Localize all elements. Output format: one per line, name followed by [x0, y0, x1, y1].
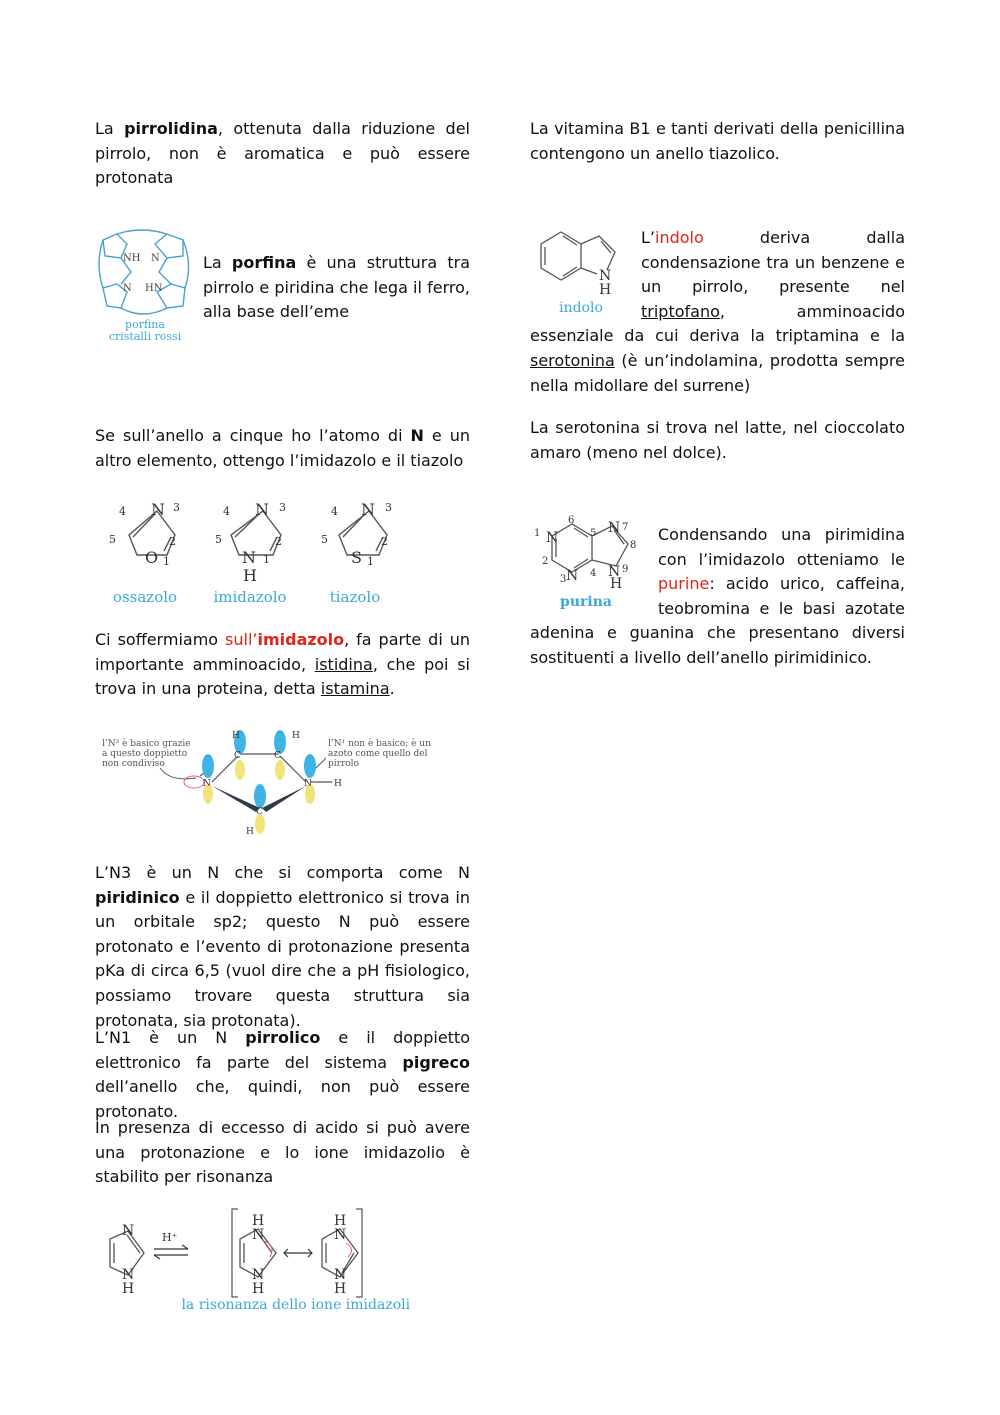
- svg-text:N: N: [123, 283, 132, 294]
- paragraph-vitamina-b1: La vitamina B1 e tanti derivati della penicillina contengono un anello tiazolico.: [530, 119, 905, 163]
- resonance-figure: [100, 1205, 410, 1320]
- svg-text:H: H: [246, 827, 254, 837]
- svg-text:2: 2: [169, 535, 176, 548]
- svg-text:H: H: [232, 731, 240, 741]
- svg-text:H: H: [334, 1213, 347, 1229]
- indolo-float-spacer: [530, 226, 641, 324]
- svg-text:1: 1: [534, 528, 541, 539]
- svg-text:N: N: [599, 268, 612, 284]
- svg-text:3: 3: [560, 574, 567, 585]
- svg-text:H: H: [292, 731, 300, 741]
- svg-text:pirrolo: pirrolo: [328, 759, 359, 769]
- paragraph-porfina: La porfina è una struttura tra pirrolo e piridina che lega il ferro, alla base dell’eme: [203, 253, 470, 322]
- svg-text:N: N: [242, 548, 256, 567]
- paragraph-n3: L’N3 è un N che si comporta come N piridinico e il doppietto elettronico si trova in un orbitale sp2; questo N può essere protonato e l’evento di protonazione presenta pKa di circa 6,5 (vuol dire che a pH fisiologico, possiamo trovare questa struttura sia protonata, sia protonata).: [95, 863, 470, 1030]
- resonance-caption: la risonanza dello ione imidazolio: [181, 1297, 410, 1313]
- svg-text:4: 4: [331, 505, 338, 518]
- imidazole-orbitals: [100, 722, 440, 842]
- svg-text:l’N³ è basico grazie: l’N³ è basico grazie: [102, 739, 191, 749]
- porfina-structure: [95, 228, 195, 348]
- paragraph-serotonina: La serotonina si trova nel latte, nel cioccolato amaro (meno nel dolce).: [530, 418, 905, 462]
- svg-text:azoto come quello del: azoto come quello del: [328, 749, 428, 759]
- svg-text:a questo doppietto: a questo doppietto: [102, 749, 188, 759]
- svg-text:H: H: [599, 282, 612, 298]
- svg-text:3: 3: [385, 501, 392, 514]
- purina-caption: purina: [560, 594, 612, 610]
- svg-text:N: N: [334, 1227, 347, 1243]
- porfina-caption: porfina: [125, 318, 165, 331]
- svg-text:5: 5: [590, 528, 597, 539]
- svg-text:5: 5: [109, 533, 116, 546]
- porfina-figure: [95, 228, 195, 348]
- svg-text:4: 4: [119, 505, 126, 518]
- svg-text:H⁺: H⁺: [162, 1231, 178, 1244]
- svg-text:NH: NH: [123, 253, 141, 264]
- svg-text:N: N: [252, 1227, 265, 1243]
- svg-text:N: N: [151, 253, 160, 264]
- svg-text:5: 5: [321, 533, 328, 546]
- svg-text:N: N: [608, 520, 621, 536]
- svg-text:N: N: [122, 1267, 135, 1283]
- tiazolo-caption: tiazolo: [329, 588, 381, 606]
- svg-text:S: S: [351, 548, 362, 567]
- svg-text:5: 5: [215, 533, 222, 546]
- svg-text:N: N: [252, 1267, 265, 1283]
- svg-text:H: H: [334, 1281, 347, 1297]
- svg-text:4: 4: [590, 568, 597, 579]
- svg-text:N: N: [304, 779, 312, 789]
- svg-text:N: N: [203, 779, 211, 789]
- paragraph-indolo: L’indolo deriva dalla condensazione tra un benzene e un pirrolo, presente nel triptofano, amminoacido essenziale da cui deriva la triptamina e la serotonina (è un’indolamina, prodotta sempre nella midollare del surrene): [530, 228, 905, 395]
- svg-text:C: C: [274, 751, 281, 761]
- svg-text:N: N: [122, 1223, 135, 1239]
- svg-text:H: H: [334, 779, 342, 789]
- svg-text:N: N: [361, 500, 375, 519]
- svg-text:N: N: [334, 1267, 347, 1283]
- paragraph-purine: Condensando una pirimidina con l’imidazolo otteniamo le purine: acido urico, caffeina, teobromina e le basi azotate adenina e guanina che presentano diversi sostituenti a livello dell’anello pirimidinico.: [530, 525, 905, 667]
- svg-text:N: N: [608, 564, 621, 580]
- paragraph-imidazolo: Ci soffermiamo sull’imidazolo, fa parte di un importante amminoacido, istidina, che poi si trova in una proteina, detta istamina.: [95, 630, 471, 699]
- paragraph-n1: L’N1 è un N pirrolico e il doppietto elettronico fa parte del sistema pigreco dell’anello che, quindi, non può essere protonato.: [95, 1028, 470, 1121]
- svg-text:H: H: [252, 1213, 265, 1229]
- svg-text:1: 1: [367, 555, 374, 568]
- porfina-caption-2: cristalli rossi: [108, 330, 182, 343]
- paragraph-eccesso-acido: In presenza di eccesso di acido si può avere una protonazione e lo ione imidazolio è stabilito per risonanza: [95, 1118, 470, 1187]
- svg-text:C: C: [256, 807, 263, 817]
- imidazolium-resonance: [100, 1205, 410, 1320]
- svg-text:7: 7: [622, 522, 629, 533]
- svg-text:l’N¹ non è basico; è un: l’N¹ non è basico; è un: [328, 739, 431, 749]
- svg-text:N: N: [255, 500, 269, 519]
- svg-text:3: 3: [279, 501, 286, 514]
- orbital-figure: [100, 722, 440, 842]
- svg-text:N: N: [151, 500, 165, 519]
- svg-text:C: C: [234, 751, 241, 761]
- imidazolo-caption: imidazolo: [213, 588, 287, 606]
- svg-text:N: N: [546, 530, 559, 546]
- svg-text:O: O: [145, 548, 159, 567]
- svg-text:non condiviso: non condiviso: [102, 759, 165, 769]
- svg-text:2: 2: [275, 535, 282, 548]
- svg-text:1: 1: [263, 553, 270, 566]
- svg-text:8: 8: [630, 540, 637, 551]
- paragraph-anello-cinque: Se sull’anello a cinque ho l’atomo di N e un altro elemento, ottengo l’imidazolo e il tiazolo: [95, 426, 470, 470]
- svg-text:2: 2: [542, 556, 549, 567]
- svg-text:HN: HN: [145, 283, 163, 294]
- svg-text:N: N: [566, 568, 579, 584]
- paragraph-pirrolidina: La pirrolidina, ottenuta dalla riduzione del pirrolo, non è aromatica e può essere protonata: [95, 119, 470, 188]
- purina-float-spacer: [530, 523, 658, 621]
- svg-text:6: 6: [568, 515, 575, 526]
- svg-text:H: H: [122, 1281, 135, 1297]
- svg-text:2: 2: [381, 535, 388, 548]
- indolo-caption: indolo: [559, 300, 603, 316]
- svg-text:H: H: [252, 1281, 265, 1297]
- svg-text:4: 4: [223, 505, 230, 518]
- svg-text:9: 9: [622, 564, 629, 575]
- svg-text:3: 3: [173, 501, 180, 514]
- azoles-structures: [105, 495, 405, 610]
- svg-text:H: H: [243, 566, 257, 585]
- svg-text:1: 1: [163, 555, 170, 568]
- svg-text:H: H: [610, 576, 623, 592]
- ossazolo-caption: ossazolo: [112, 588, 178, 606]
- azoles-figure: [105, 495, 405, 610]
